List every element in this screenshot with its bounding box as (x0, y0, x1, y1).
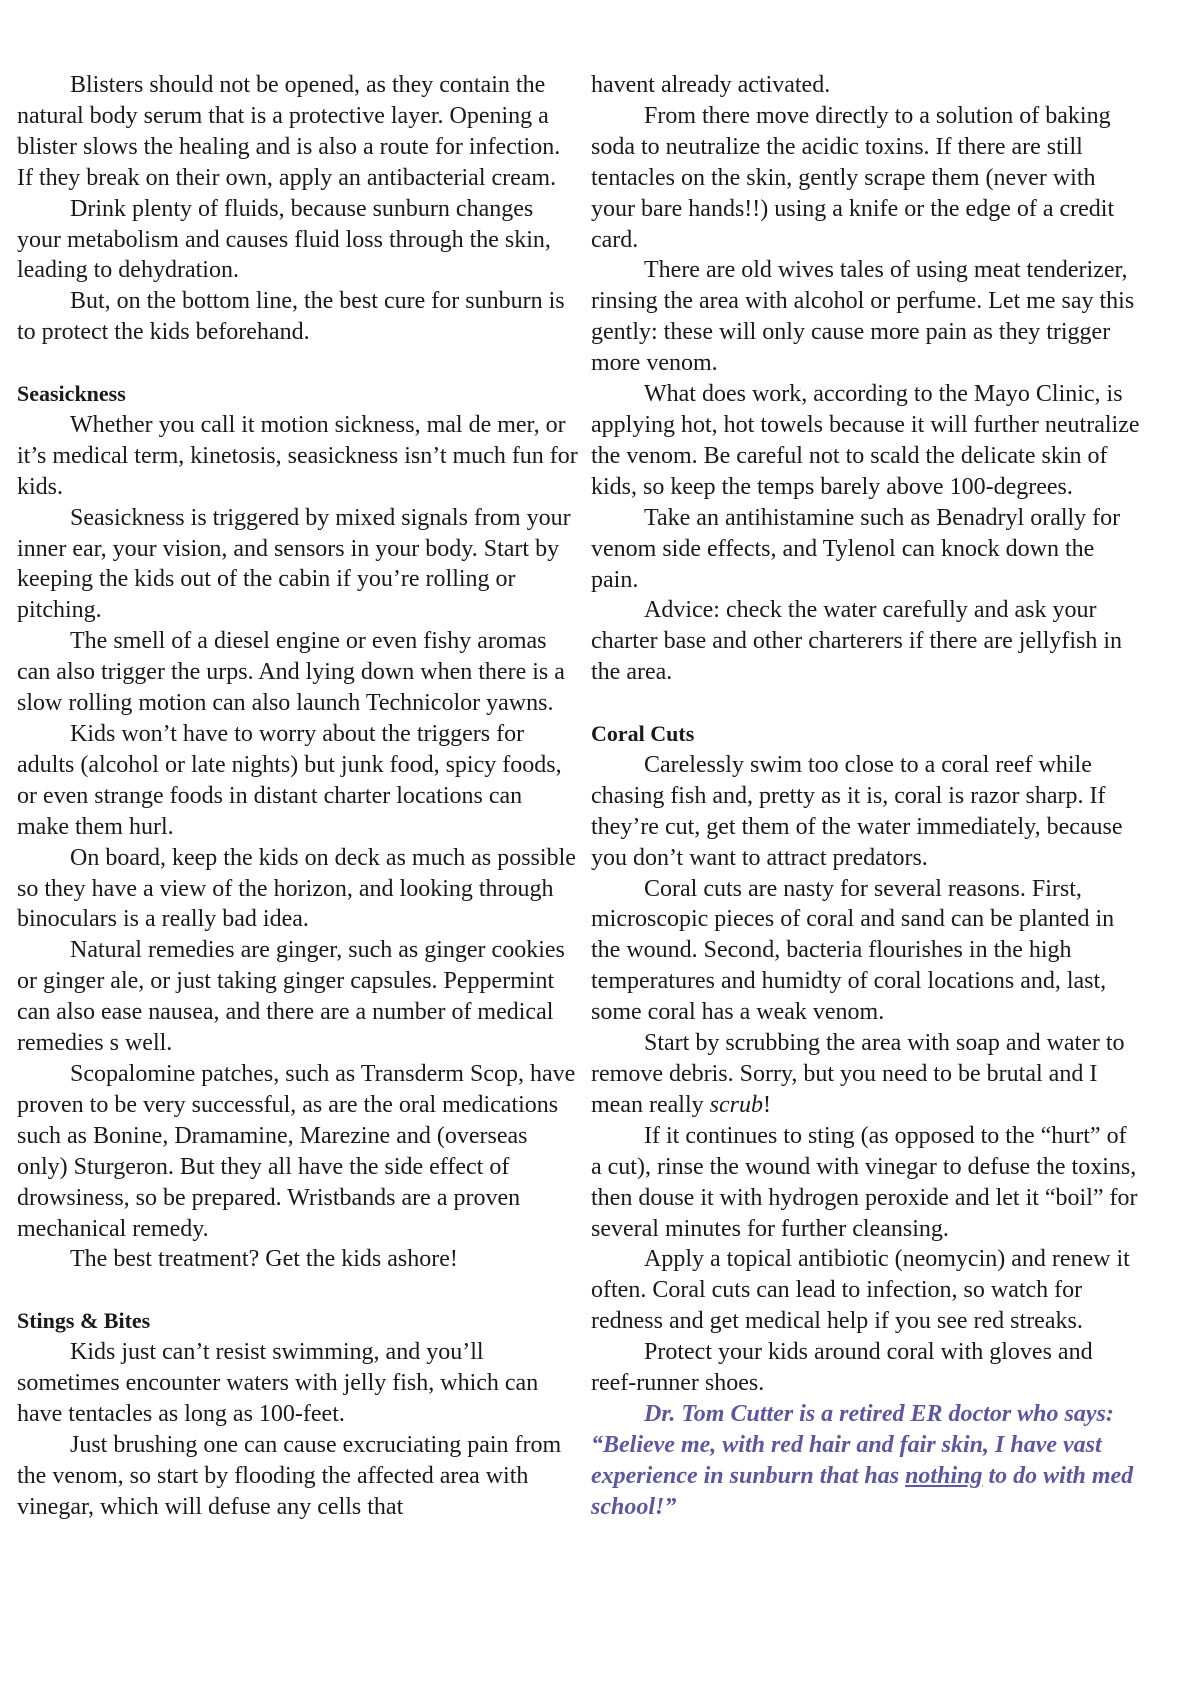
author-byline (591, 1399, 1143, 1523)
coral-paragraph-6: Protect your kids around coral with gloves and reef-runner shoes. (591, 1339, 1093, 1397)
seasickness-paragraph-7: Scopalomine patches, such as Transderm Scop, have proven to be very successful, as are the oral medications such as Bonine, Dramamine, Marezine and (overseas only) Sturgeron. But they all have the side effect of drowsiness, so be prepared. Wristbands are a proven mechanical remedy. (17, 1060, 576, 1242)
stings-continued-line: havent already activated. (591, 72, 831, 98)
section-spacer (17, 348, 579, 379)
coral-paragraph-3 (591, 1028, 1143, 1121)
sunburn-paragraph-3: But, on the bottom line, the best cure for sunburn is to protect the kids beforehand. (17, 288, 565, 346)
coral-paragraph-1: Carelessly swim too close to a coral reef while chasing fish and, pretty as it is, coral is razor sharp. If they’re cut, get them of the water immediately, because you don’t want to attract predators. (591, 751, 1123, 871)
seasickness-heading: Seasickness (17, 381, 126, 407)
seasickness-paragraph-5: On board, keep the kids on deck as much as possible so they have a view of the horizon, and looking through binoculars is a really bad idea. (17, 844, 576, 933)
left-column (17, 70, 579, 1523)
scrub-emphasis: scrub (709, 1091, 763, 1118)
coral-paragraph-2: Coral cuts are nasty for several reasons. First, microscopic pieces of coral and sand can be planted in the wound. Second, bacteria flourishes in the high temperatures and humidty of coral locations and, last, some coral has a weak venom. (591, 875, 1115, 1026)
stings-paragraph-2: Just brushing one can cause excruciating pain from the venom, so start by flooding the affected area with vinegar, which will defuse any cells that (17, 1431, 562, 1520)
seasickness-paragraph-1: Whether you call it motion sickness, mal de mer, or it’s medical term, kinetosis, seasickness isn’t much fun for kids. (17, 411, 578, 500)
seasickness-paragraph-6: Natural remedies are ginger, such as ginger cookies or ginger ale, or just taking ginger capsules. Peppermint can also ease nausea, and there are a number of medical remedies s well. (17, 937, 565, 1057)
byline-text-start: Dr. Tom Cutter is a retired ER doctor who says: “Believe me, with red hair and fair skin, I have vast experience in sunburn that has (591, 1400, 1114, 1489)
section-spacer (17, 1275, 579, 1306)
stings-paragraph-1: Kids just can’t resist swimming, and you’ll sometimes encounter waters with jelly fish, which can have tentacles as long as 100-feet. (17, 1339, 539, 1427)
sunburn-paragraph-1: Blisters should not be opened, as they contain the natural body serum that is a protective layer. Opening a blister slows the healing and is also a route for infection. If they break on their own, apply an antibacterial cream. (17, 72, 561, 191)
stings-paragraph-5: What does work, according to the Mayo Clinic, is applying hot, hot towels because it will further neutralize the venom. Be careful not to scald the delicate skin of kids, so keep the temps barely above 100-degrees. (591, 381, 1140, 500)
stings-heading: Stings & Bites (17, 1308, 151, 1334)
coral-paragraph-3-end: ! (762, 1091, 771, 1118)
seasickness-paragraph-3: The smell of a diesel engine or even fishy aromas can also trigger the urps. And lying down when there is a slow rolling motion can also launch Technicolor yawns. (17, 628, 565, 717)
coral-paragraph-5: Apply a topical antibiotic (neomycin) and renew it often. Coral cuts can lead to infection, so watch for redness and get medical help if you see red streaks. (591, 1246, 1130, 1335)
coral-paragraph-3-text: Start by scrubbing the area with soap and water to remove debris. Sorry, but you need to be brutal and I mean really (591, 1030, 1125, 1118)
stings-paragraph-6: Take an antihistamine such as Benadryl orally for venom side effects, and Tylenol can knock down the pain. (591, 504, 1121, 593)
byline-text-end: to do with med school!” (591, 1462, 1134, 1520)
seasickness-paragraph-4: Kids won’t have to worry about the triggers for adults (alcohol or late nights) but junk food, spicy foods, or even strange foods in distant charter locations can make them hurl. (17, 721, 562, 840)
seasickness-paragraph-2: Seasickness is triggered by mixed signals from your inner ear, your vision, and sensors in your body. Start by keeping the kids out of the cabin if you’re rolling or pitching. (17, 504, 571, 624)
seasickness-paragraph-8: The best treatment? Get the kids ashore! (70, 1246, 458, 1273)
stings-paragraph-3: From there move directly to a solution of baking soda to neutralize the acidic toxins. If there are still tentacles on the skin, gently scrape them (never with your bare hands!!) using a knife or the edge of a credit card. (591, 102, 1115, 253)
stings-paragraph-4: There are old wives tales of using meat tenderizer, rinsing the area with alcohol or perfume. Let me say this gently: these will only cause more pain as they trigger more venom. (591, 257, 1135, 377)
byline-underlined-word: nothing (905, 1462, 983, 1489)
section-spacer (591, 688, 1143, 719)
coral-heading: Coral Cuts (591, 721, 695, 747)
stings-paragraph-7: Advice: check the water carefully and ask your charter base and other charterers if there are jellyfish in the area. (591, 597, 1123, 686)
right-column (591, 70, 1143, 1523)
sunburn-paragraph-2: Drink plenty of fluids, because sunburn changes your metabolism and causes fluid loss through the skin, leading to dehydration. (17, 195, 551, 284)
coral-paragraph-4: If it continues to sting (as opposed to the “hurt” of a cut), rinse the wound with vinegar to defuse the toxins, then douse it with hydrogen peroxide and let it “boil” for several minutes for further cleansing. (591, 1122, 1138, 1242)
